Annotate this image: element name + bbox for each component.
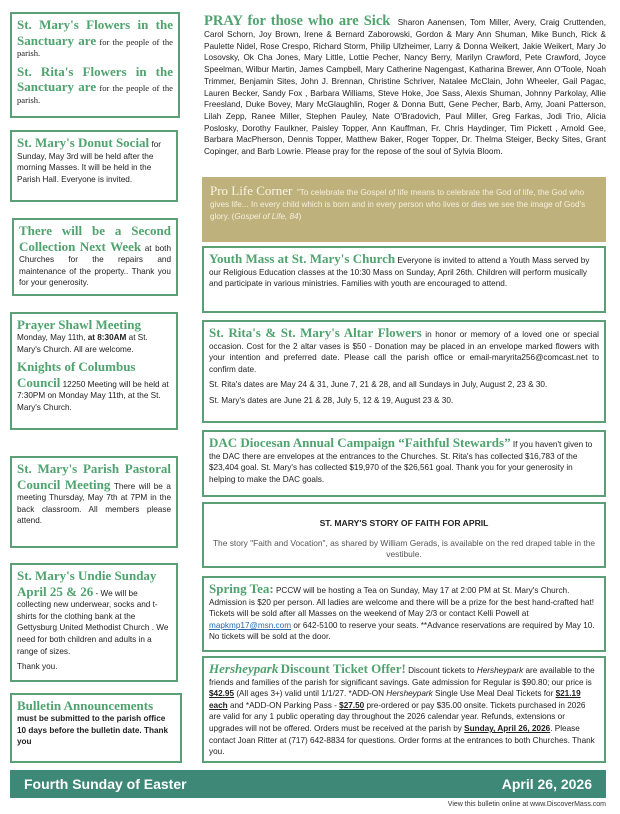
flowers-box [10,12,180,118]
story-of-faith-body: The story "Faith and Vocation", as shared by William Gerads, is available on the red draped table in the vestibule. [212,537,596,560]
knights-body: 12250 Meeting will be held at 7:30PM on Monday May 11th, at the St. Mary's Church. [17,379,169,412]
prayer-shawl-title: Prayer Shawl Meeting [17,317,141,332]
st-rita-dates: St. Rita's dates are May 24 & 31, June 7, 21 & 28, and all Sundays in July, August 2, 23 & 30. [209,380,548,390]
bulletin-announcements-body: must be submitted to the parish office 10 days before the bulletin date. Thank you [17,714,169,747]
pray-for-sick-section [204,14,606,158]
hersheypark-text: are available to the friends and families of the parish for significant savings. Gate admission for Regular is $90.80; our price is [209,666,595,687]
online-bulletin-note: View this bulletin online at www.DiscoverMass.com [447,801,606,808]
pray-title: PRAY for those who are Sick [204,13,391,29]
hersheypark-title-italic: Hersheypark [209,661,279,676]
spring-tea-box [202,576,606,652]
youth-mass-body: Everyone is invited to attend a Youth Mass served by our Religious Education classes at the 10:30 Mass on Sunday, April 26th. Children will perform musically and participate in various ministries. Families with youth are encouraged to attend. [209,256,590,289]
flowers-body: for the people of the parish. [17,83,173,105]
pro-life-corner [202,177,606,242]
pro-life-quote: "To celebrate the Gospel of life means to celebrate the God of life, the God who gives life... In every child which is born and in every person who lives or dies we see the image of God's glory. ( [210,188,586,221]
hersheypark-text: pre-ordered or pay $35.00 onsite. Tickets purchased in 2026 are valid for any 1 public operating day throughout the 2026 calendar year. Refunds, extensions or upgrades will not be offered. Orders must be received at the parish by [209,700,586,733]
footer-date: April 26, 2026 [501,776,592,792]
pastoral-council-body: There will be a meeting Thursday, May 7th at 7PM in the back classroom. All members please attend. [17,481,171,526]
hersheypark-text: Single Use Meal Deal Tickets for [434,689,554,699]
flowers-title-st-mary: St. Mary's Flowers in the Sanctuary are [17,17,173,48]
story-of-faith-box [202,502,606,568]
hersheypark-title: Discount Ticket Offer! [280,661,406,676]
prayer-shawl-location: at St. Mary's Church. All are welcome. [17,333,148,354]
youth-mass-box [202,246,606,313]
parking-price: $27.50 [339,700,365,710]
altar-flowers-body: in honor or memory of a loved one or special occasion. Cost for the 2 altar vases is $50 - Donation may be placed in an envelope marked flowers with your intention and preferred date. Please call the parish office or email-maryrita256@comcast.net to confirm date. [209,330,599,374]
dac-body: If you haven't given to the DAC there are envelopes at the entrances to the Churches. St. Rita's has collected $16,783 of the $23,404 goal. St. Mary's has collected $19,970 of the $26,561 goal. Thank you for your generosity in helping to make the DAC goals. [209,440,593,484]
prayer-shawl-time: at 8:30AM [87,333,127,342]
dac-title: DAC Diocesan Annual Campaign “Faithful Stewards” [209,435,511,450]
ticket-price: $42.95 [209,689,235,699]
pastoral-council-title: St. Mary's Parish Pastoral Council Meeting [17,461,171,492]
hersheypark-box [202,656,606,763]
pastoral-council-box [10,456,178,548]
altar-flowers-title: St. Rita's & St. Mary's Altar Flowers [209,325,422,340]
footer-bar [10,770,606,798]
donut-social-body: for Sunday, May 3rd will be held after the morning Masses. It will be held in the Parish Hall. Everyone is invited. [17,140,162,184]
hersheypark-name: Hersheypark [476,666,524,675]
footer-sunday: Fourth Sunday of Easter [24,776,187,792]
hersheypark-text: . Please contact Joan Ritter at (717) 642-8834 for questions. Order forms at the entrances to both Churches. Thank you. [209,723,595,757]
pro-life-source: Gospel of Life, 84 [234,212,299,221]
bulletin-announcements-title: Bulletin Announcements [17,698,154,713]
second-collection-body: at both Churches for the repairs and maintenance of the property.. Thank you for your generosity. [19,243,171,288]
flowers-body: for the people of the parish. [17,36,173,59]
meal-deal-price: $21.19 each [209,689,581,710]
spring-tea-body: PCCW will be hosting a Tea on Sunday, May 17 at 2:00 PM at St. Mary's Church. Admission is $20 per person. All ladies are welcome and there will be a prize for the best hand-crafted hat! Tickets will be sold after all Masses on the weekend of May 2/3 or contact Kelli Powell at [209,586,595,619]
second-collection-title: There will be a Second Collection Next Week [19,223,171,254]
spring-tea-email-link[interactable]: mapkmp17@msn.com [209,620,292,630]
flowers-title-st-rita: St. Rita's Flowers in the Sanctuary are [17,63,173,95]
hersheypark-text: and *ADD-ON Parking Pass - [229,700,337,710]
bulletin-announcements-box [10,693,182,763]
undie-sunday-box [10,563,178,682]
second-collection-box [12,218,178,296]
dac-campaign-box [202,430,606,497]
spring-tea-body-cont: or 642-5100 to reserve your seats. **Advance reservations are required by May 10. No tickets will be sold at the door. [209,620,595,642]
undie-sunday-title: St. Mary's Undie Sunday April 25 & 26 [17,568,157,599]
spring-tea-title: Spring Tea: [209,581,274,596]
hersheypark-name: Hersheypark [386,689,433,699]
donut-social-box [10,130,178,202]
donut-social-title: St. Mary's Donut Social [17,135,150,150]
youth-mass-title: Youth Mass at St. Mary's Church [209,251,396,266]
pray-names: Sharon Aanensen, Tom Miller, Avery, Craig Cruttenden, Carol Schorn, Joy Brown, Irene & Bernard Zaborowski, Gordon & Mary Ann Shuman, Mike Bunch, Rick & Paulette Nidel, Rose Crespo, Richard Storm, Philip Ulzheimer, Larry & Donna Weikert, Jakie Weikert, Mary Jo Losovsky, Ok Cha Jones, Mary Little, Lottie Pecher, Nancy Berry, Marilyn Crawford, Pete Crawford, Joyce Speelman, Wilbur Martin, James Campbell, Mary Catherine Nagengast, Katharina Brewer, Ann O'Toole, Noah Trimmer, Benjamin Sites, John J. Brennan, Christine Schriver, Natalee McClain, John Wheeler, Gail Pagac, Lauren Becker, Sandy Fox , Barbara Williams, Steve Hoke, Joe Sass, Alexis Shuman, Johnny Parkolay, Allie Freesland, Duke Bovey, Mary McGlaughlin, Roger & Donna Butt, Gene Pecher, Barb, Amy, Joani Patterson, Lilah Zepp, Ranee Miller, Stephen Pauley, Nate O'Bradovich, Paul Miller, Greg Farkas, Jodi Trio, Alicia Poslosky, Dorothy Faulkner, Paisley Topper, Ann Kauffman, Fr. Chris Haydinger, Tim Pickett , Arnold Gee, Barbara MacPherson, Dennis Topper, Matthew Baker, Roger Topper, Dr. Thelma Steiger, Becky Sites, Grant Copinger, and Barb Lowrie. Please pray for the repose of the soul of Sylvia Bloom. [204,18,606,157]
undie-sunday-body: - We will be collecting new underwear, socks and t-shirts for the clothing bank at the Gettysburg United Methodist Church . We need for both children and adults in a range of sizes. [17,588,169,656]
order-deadline: Sunday, April 26, 2026 [464,723,551,733]
st-mary-dates: St. Mary's dates are June 21 & 28, July 5, 12 & 19, August 23 & 30. [209,395,454,405]
prayer-shawl-body: Monday, May 11th, [17,333,86,342]
story-of-faith-title: ST. MARY'S STORY OF FAITH FOR APRIL [319,518,489,528]
knights-title: Knights of Columbus Council [17,359,136,390]
meetings-box [10,312,178,430]
pro-life-close: ) [298,212,302,221]
undie-sunday-thanks: Thank you. [17,662,58,672]
hersheypark-text: Discount tickets to [408,666,475,675]
pro-life-title: Pro Life Corner [210,183,293,198]
hersheypark-text: (All ages 3+) valid until 1/1/27. *ADD-ON [236,689,384,699]
altar-flowers-box [202,320,606,423]
